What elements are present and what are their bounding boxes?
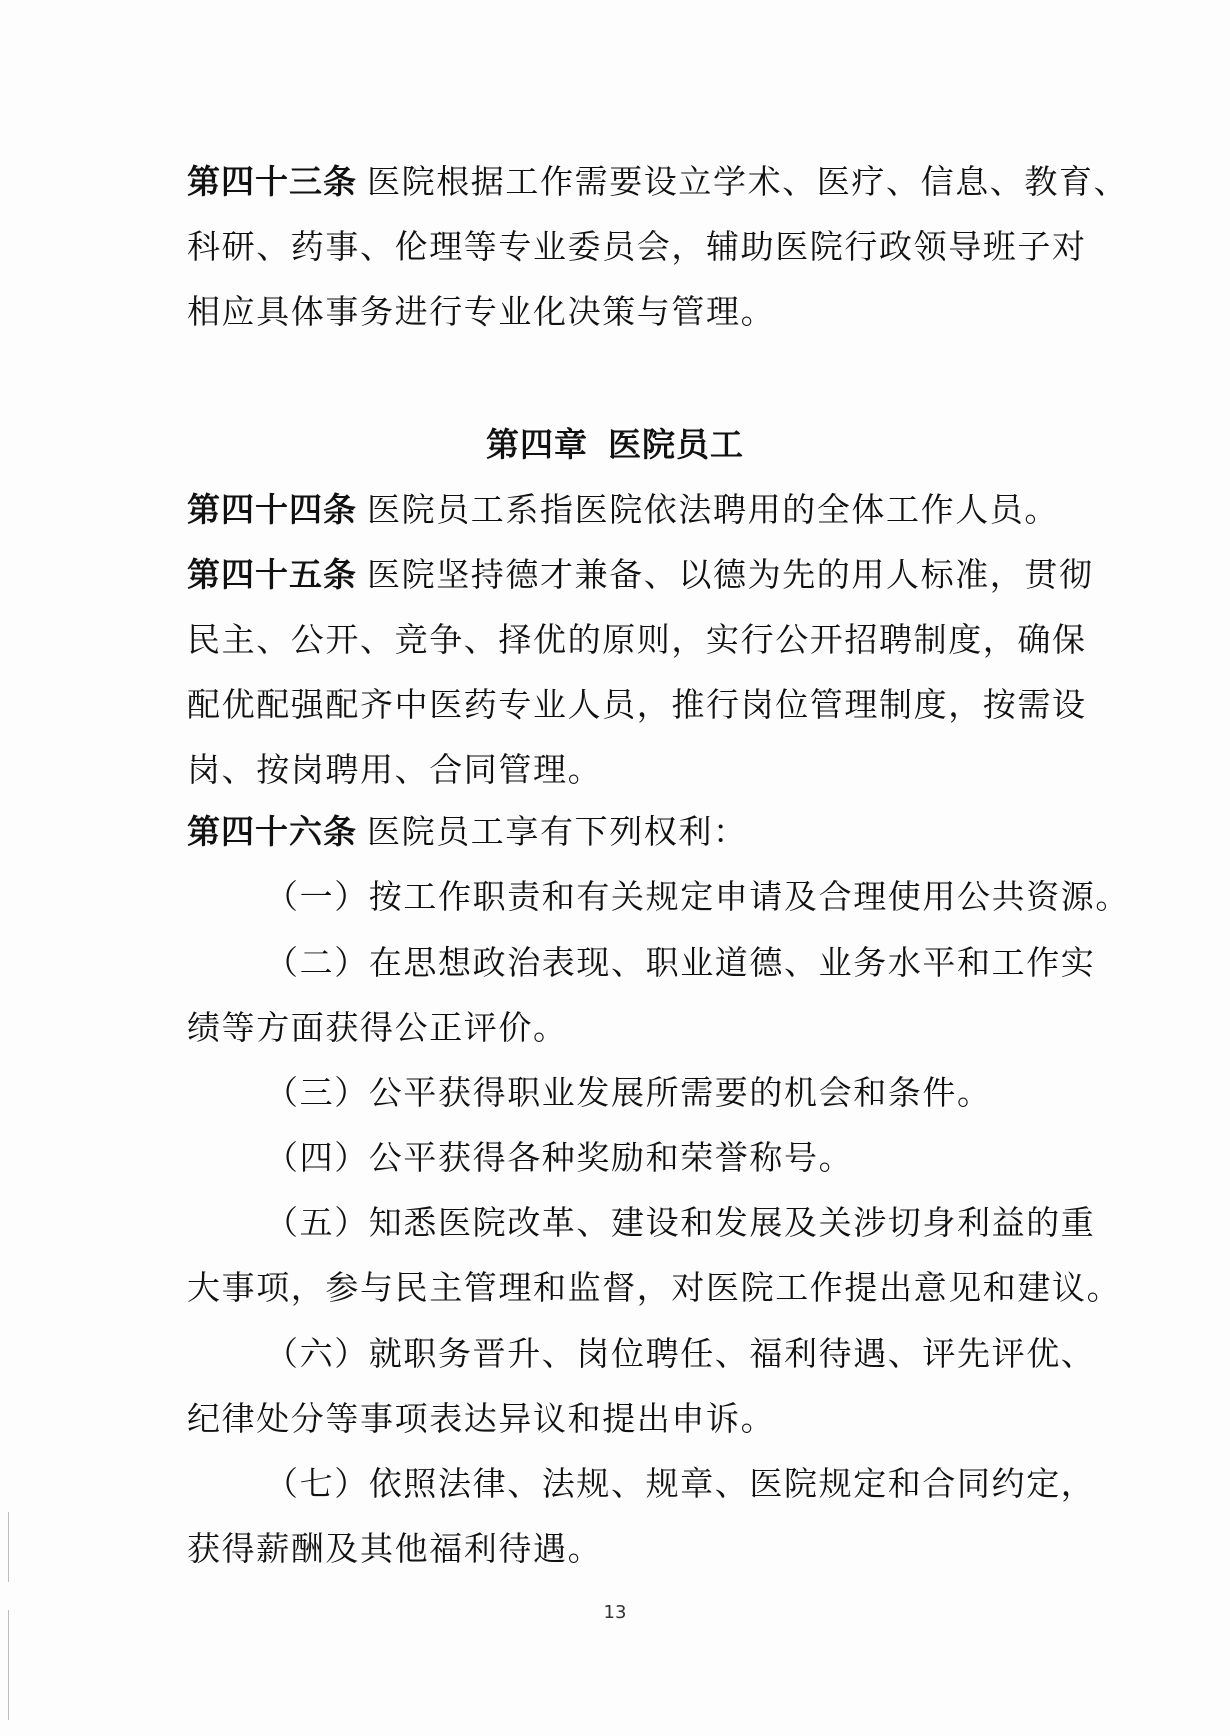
article-44-line-1: [187, 490, 1059, 530]
article-43-label: 第四十三条: [187, 162, 357, 201]
chapter-title: 医院员工: [608, 425, 744, 464]
article-46-item-4-line-1: （四）公平获得各种奖励和荣誉称号。: [265, 1138, 854, 1177]
article-46-item-2-line-2: 绩等方面获得公正评价。: [187, 1008, 568, 1047]
article-45-line-3: 配优配强配齐中医药专业人员，推行岗位管理制度，按需设: [187, 685, 1087, 724]
article-45-line-4: 岗、按岗聘用、合同管理。: [187, 750, 603, 789]
article-45-line-1: [187, 555, 1094, 595]
article-43-line-1: [187, 162, 1128, 202]
article-43-text-1: 医院根据工作需要设立学术、医疗、信息、教育、: [367, 162, 1129, 201]
article-44-label: 第四十四条: [187, 490, 357, 529]
article-43-line-3: 相应具体事务进行专业化决策与管理。: [187, 292, 776, 331]
article-46-item-5-line-2: 大事项，参与民主管理和监督，对医院工作提出意见和建议。: [187, 1268, 1122, 1307]
article-45-label: 第四十五条: [187, 555, 357, 594]
chapter-number: 第四章: [486, 425, 588, 464]
article-45-text-1: 医院坚持德才兼备、以德为先的用人标准，贯彻: [367, 555, 1094, 594]
article-46-item-7-line-1: （七）依照法律、法规、规章、医院规定和合同约定，: [265, 1464, 1096, 1503]
article-46-item-1-line-1: （一）按工作职责和有关规定申请及合理使用公共资源。: [265, 877, 1130, 916]
page-number: 13: [603, 1602, 627, 1623]
article-46-item-7-line-2: 获得薪酬及其他福利待遇。: [187, 1529, 603, 1568]
article-44-text-1: 医院员工系指医院依法聘用的全体工作人员。: [367, 490, 1059, 529]
article-45-line-2: 民主、公开、竞争、择优的原则，实行公开招聘制度，确保: [187, 620, 1087, 659]
article-43-line-2: 科研、药事、伦理等专业委员会，辅助医院行政领导班子对: [187, 227, 1087, 266]
article-46-item-6-line-2: 纪律处分等事项表达异议和提出申诉。: [187, 1399, 776, 1438]
scan-margin-mark: [8, 1610, 9, 1720]
article-46-label: 第四十六条: [187, 812, 357, 851]
article-46-intro: 医院员工享有下列权利：: [367, 812, 748, 851]
article-46-item-6-line-1: （六）就职务晋升、岗位聘任、福利待遇、评先评优、: [265, 1334, 1096, 1373]
chapter-heading: [0, 425, 1230, 465]
scan-margin-mark: [8, 1512, 9, 1582]
article-46-item-2-line-1: （二）在思想政治表现、职业道德、业务水平和工作实: [265, 943, 1096, 982]
article-46-line-1: [187, 812, 748, 852]
article-46-item-5-line-1: （五）知悉医院改革、建设和发展及关涉切身利益的重: [265, 1203, 1096, 1242]
article-46-item-3-line-1: （三）公平获得职业发展所需要的机会和条件。: [265, 1073, 992, 1112]
